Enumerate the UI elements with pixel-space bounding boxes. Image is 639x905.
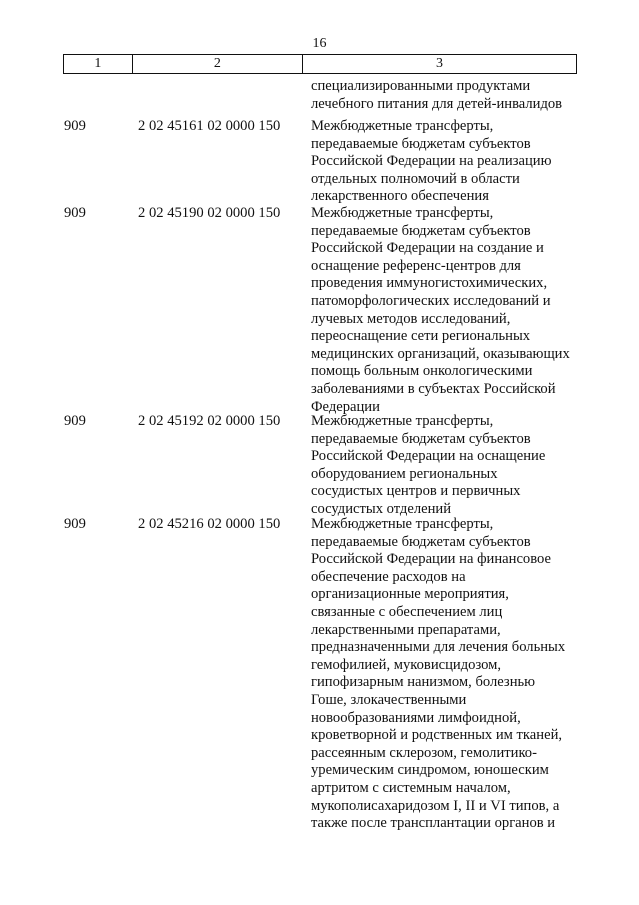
description-line: медицинских организаций, оказывающих (311, 345, 570, 362)
column-header-3: 3 (303, 55, 577, 74)
description-line: проведения иммуногистохимических, (311, 275, 548, 292)
description-line: лучевых методов исследований, (311, 310, 511, 327)
description-line: отдельных полномочий в области (311, 170, 520, 187)
description-line: новообразованиями лимфоидной, (311, 709, 521, 726)
row-description (311, 205, 586, 416)
description-line: связанные с обеспечением лиц (311, 603, 503, 620)
column-header-table (63, 54, 577, 74)
row-budget-code: 2 02 45161 02 0000 150 (138, 118, 281, 134)
description-line: переоснащение сети региональных (311, 328, 531, 345)
description-line: предназначенными для лечения больных (311, 639, 566, 656)
description-line: патоморфологических исследований и (311, 292, 551, 309)
page-number: 16 (312, 36, 327, 51)
description-line: передаваемые бюджетам субъектов (311, 135, 531, 152)
row-description (311, 78, 586, 113)
description-line: помощь больным онкологическими (311, 363, 533, 380)
description-line: также после трансплантации органов и (311, 815, 556, 832)
description-line: уремическим синдромом, юношеским (311, 762, 549, 779)
description-line: Российской Федерации на оснащение (311, 448, 546, 465)
row-code: 909 (64, 118, 86, 134)
description-line: обеспечение расходов на (311, 568, 466, 585)
description-line: лекарственного обеспечения (311, 188, 489, 205)
description-line: Межбюджетные трансферты, (311, 118, 494, 134)
row-code: 909 (64, 516, 86, 532)
description-line: сосудистых отделений (311, 500, 452, 517)
row-budget-code: 2 02 45216 02 0000 150 (138, 516, 281, 532)
description-line: Гоше, злокачественными (311, 691, 467, 708)
description-line: Российской Федерации на создание и (311, 240, 544, 257)
description-line: мукополисахаридозом I, II и VI типов, а (311, 797, 560, 814)
description-line: лечебного питания для детей-инвалидов (311, 95, 563, 112)
description-line: Межбюджетные трансферты, (311, 205, 494, 221)
description-line: Межбюджетные трансферты, (311, 413, 494, 429)
description-line: гипофизарным нанизмом, болезнью (311, 674, 536, 691)
description-line: Межбюджетные трансферты, (311, 516, 494, 532)
row-description (311, 118, 586, 206)
row-description (311, 413, 586, 519)
row-budget-code: 2 02 45192 02 0000 150 (138, 413, 281, 429)
column-header-1: 1 (64, 55, 133, 74)
description-line: Федерации (311, 398, 380, 415)
column-header-2: 2 (132, 55, 302, 74)
description-line: оборудованием региональных (311, 465, 498, 482)
description-line: артритом с системным началом, (311, 779, 511, 796)
description-line: заболеваниями в субъектах Российской (311, 380, 556, 397)
description-line: рассеянным склерозом, гемолитико- (311, 744, 537, 761)
row-description (311, 516, 586, 833)
description-line: гемофилией, муковисцидозом, (311, 656, 502, 673)
description-line: сосудистых центров и первичных (311, 483, 521, 500)
description-line: передаваемые бюджетам субъектов (311, 430, 531, 447)
description-line: лекарственными препаратами, (311, 621, 501, 638)
description-line: Российской Федерации на финансовое (311, 551, 551, 568)
row-code: 909 (64, 413, 86, 429)
description-line: кроветворной и родственных им тканей, (311, 727, 563, 744)
description-line: оснащение референс-центров для (311, 257, 521, 274)
description-line: передаваемые бюджетам субъектов (311, 222, 531, 239)
description-line: передаваемые бюджетам субъектов (311, 533, 531, 550)
row-code: 909 (64, 205, 86, 221)
description-line: организационные мероприятия, (311, 586, 509, 603)
description-line: специализированными продуктами (311, 78, 531, 94)
row-budget-code: 2 02 45190 02 0000 150 (138, 205, 281, 221)
description-line: Российской Федерации на реализацию (311, 153, 552, 170)
